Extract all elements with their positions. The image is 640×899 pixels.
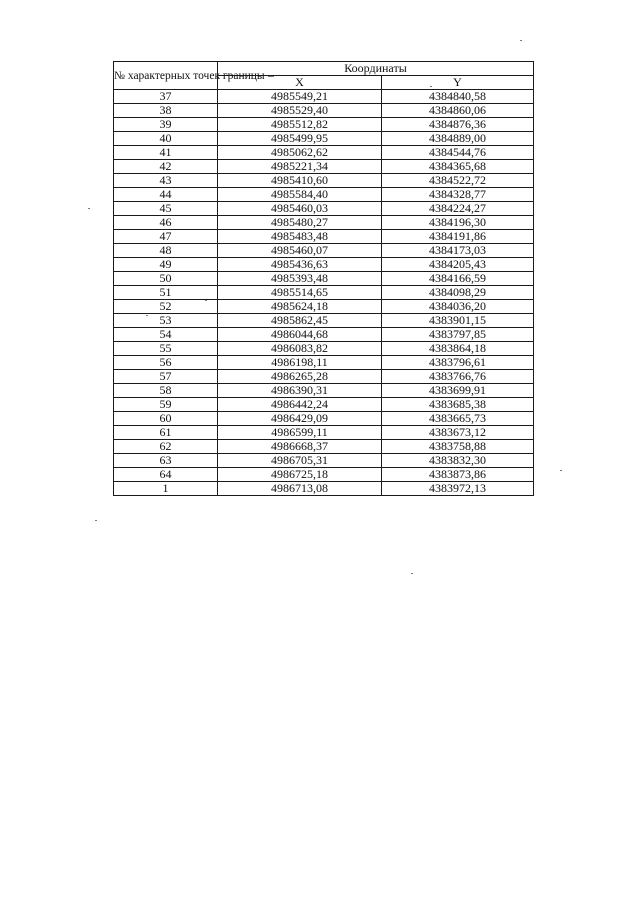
- point-number-cell: 53: [114, 314, 218, 328]
- table-header: [114, 62, 534, 90]
- table-row: [114, 342, 534, 356]
- x-coordinate-cell: 4986044,68: [218, 328, 382, 342]
- x-coordinate-cell: 4986668,37: [218, 440, 382, 454]
- table-row: [114, 356, 534, 370]
- point-number-cell: 46: [114, 216, 218, 230]
- point-number-cell: 52: [114, 300, 218, 314]
- x-coordinate-cell: 4986429,09: [218, 412, 382, 426]
- point-number-cell: 61: [114, 426, 218, 440]
- x-coordinate-cell: 4985584,40: [218, 188, 382, 202]
- point-number-cell: 60: [114, 412, 218, 426]
- y-coordinate-cell: 4384860,06: [382, 104, 534, 118]
- point-number-cell: 38: [114, 104, 218, 118]
- table-row: [114, 104, 534, 118]
- table-row: [114, 454, 534, 468]
- x-coordinate-cell: 4985499,95: [218, 132, 382, 146]
- x-coordinate-cell: 4985436,63: [218, 258, 382, 272]
- x-coordinate-cell: 4985221,34: [218, 160, 382, 174]
- x-coordinate-cell: 4985549,21: [218, 90, 382, 104]
- y-coordinate-cell: 4384522,72: [382, 174, 534, 188]
- y-coordinate-cell: 4383665,73: [382, 412, 534, 426]
- table-row: [114, 132, 534, 146]
- y-coordinate-cell: 4383699,91: [382, 384, 534, 398]
- x-coordinate-cell: 4985512,82: [218, 118, 382, 132]
- point-number-cell: 44: [114, 188, 218, 202]
- table-row: [114, 300, 534, 314]
- x-coordinate-cell: 4986083,82: [218, 342, 382, 356]
- x-coordinate-cell: 4986725,18: [218, 468, 382, 482]
- y-coordinate-cell: 4383766,76: [382, 370, 534, 384]
- y-coordinate-cell: 4383972,13: [382, 482, 534, 496]
- scan-speck: [95, 520, 97, 521]
- x-coordinate-cell: 4986713,08: [218, 482, 382, 496]
- y-coordinate-cell: 4384166,59: [382, 272, 534, 286]
- table-row: [114, 146, 534, 160]
- x-header: X: [218, 76, 382, 90]
- y-coordinate-cell: 4383758,88: [382, 440, 534, 454]
- y-coordinate-cell: 4384544,76: [382, 146, 534, 160]
- point-number-cell: 54: [114, 328, 218, 342]
- y-coordinate-cell: 4384876,36: [382, 118, 534, 132]
- y-header: Y: [382, 76, 534, 90]
- y-coordinate-cell: 4383864,18: [382, 342, 534, 356]
- point-number-cell: 50: [114, 272, 218, 286]
- y-coordinate-cell: 4384840,58: [382, 90, 534, 104]
- y-coordinate-cell: 4383796,61: [382, 356, 534, 370]
- table-row: [114, 440, 534, 454]
- point-number-cell: 64: [114, 468, 218, 482]
- scan-speck: [146, 315, 148, 316]
- point-number-cell: 1: [114, 482, 218, 496]
- y-coordinate-cell: 4384196,30: [382, 216, 534, 230]
- y-coordinate-cell: 4383832,30: [382, 454, 534, 468]
- table-row: [114, 244, 534, 258]
- table-row: [114, 118, 534, 132]
- point-number-cell: 43: [114, 174, 218, 188]
- x-coordinate-cell: 4986599,11: [218, 426, 382, 440]
- point-number-cell: 56: [114, 356, 218, 370]
- y-coordinate-cell: 4384365,68: [382, 160, 534, 174]
- point-number-cell: 55: [114, 342, 218, 356]
- x-coordinate-cell: 4985062,62: [218, 146, 382, 160]
- coordinates-header: Координаты: [218, 62, 534, 76]
- x-coordinate-cell: 4985480,27: [218, 216, 382, 230]
- table-row: [114, 468, 534, 482]
- x-coordinate-cell: 4985460,07: [218, 244, 382, 258]
- y-coordinate-cell: 4384224,27: [382, 202, 534, 216]
- x-coordinate-cell: 4986705,31: [218, 454, 382, 468]
- x-coordinate-cell: 4985862,45: [218, 314, 382, 328]
- y-coordinate-cell: 4384328,77: [382, 188, 534, 202]
- x-coordinate-cell: 4986265,28: [218, 370, 382, 384]
- table-row: [114, 272, 534, 286]
- y-coordinate-cell: 4383685,38: [382, 398, 534, 412]
- x-coordinate-cell: 4985460,03: [218, 202, 382, 216]
- point-number-cell: 40: [114, 132, 218, 146]
- table-row: [114, 370, 534, 384]
- y-coordinate-cell: 4384173,03: [382, 244, 534, 258]
- y-coordinate-cell: 4383873,86: [382, 468, 534, 482]
- x-coordinate-cell: 4985410,60: [218, 174, 382, 188]
- point-number-cell: 48: [114, 244, 218, 258]
- table-row: [114, 258, 534, 272]
- x-coordinate-cell: 4985514,65: [218, 286, 382, 300]
- y-coordinate-cell: 4384098,29: [382, 286, 534, 300]
- table-row: [114, 384, 534, 398]
- y-coordinate-cell: 4383673,12: [382, 426, 534, 440]
- scan-speck: [205, 300, 207, 301]
- y-coordinate-cell: 4383797,85: [382, 328, 534, 342]
- y-coordinate-cell: 4384036,20: [382, 300, 534, 314]
- point-number-cell: 51: [114, 286, 218, 300]
- table-row: [114, 188, 534, 202]
- table-row: [114, 482, 534, 496]
- table-row: [114, 174, 534, 188]
- point-number-cell: 42: [114, 160, 218, 174]
- table-row: [114, 398, 534, 412]
- y-coordinate-cell: 4384205,43: [382, 258, 534, 272]
- y-coordinate-cell: 4384889,00: [382, 132, 534, 146]
- scan-speck: [560, 470, 562, 471]
- scan-speck: [88, 208, 90, 209]
- x-coordinate-cell: 4986442,24: [218, 398, 382, 412]
- table-row: [114, 412, 534, 426]
- point-number-cell: 37: [114, 90, 218, 104]
- point-number-cell: 47: [114, 230, 218, 244]
- table-row: [114, 314, 534, 328]
- table-row: [114, 202, 534, 216]
- point-number-header: № характерных точек границы: [114, 62, 218, 90]
- x-coordinate-cell: 4986198,11: [218, 356, 382, 370]
- x-coordinate-cell: 4985483,48: [218, 230, 382, 244]
- table-row: [114, 160, 534, 174]
- y-coordinate-cell: 4383901,15: [382, 314, 534, 328]
- scan-speck: [520, 40, 522, 41]
- scan-speck: [411, 573, 413, 574]
- point-number-cell: 49: [114, 258, 218, 272]
- scan-speck: [268, 76, 274, 77]
- x-coordinate-cell: 4985393,48: [218, 272, 382, 286]
- y-coordinate-cell: 4384191,86: [382, 230, 534, 244]
- table-row: [114, 230, 534, 244]
- table-row: [114, 216, 534, 230]
- point-number-cell: 63: [114, 454, 218, 468]
- point-number-cell: 41: [114, 146, 218, 160]
- point-number-cell: 62: [114, 440, 218, 454]
- x-coordinate-cell: 4985529,40: [218, 104, 382, 118]
- table-row: [114, 426, 534, 440]
- point-number-cell: 39: [114, 118, 218, 132]
- point-number-cell: 59: [114, 398, 218, 412]
- point-number-cell: 45: [114, 202, 218, 216]
- table-row: [114, 328, 534, 342]
- table-row: [114, 286, 534, 300]
- x-coordinate-cell: 4985624,18: [218, 300, 382, 314]
- coordinates-table: [113, 61, 534, 496]
- point-number-cell: 58: [114, 384, 218, 398]
- table-row: [114, 90, 534, 104]
- point-number-cell: 57: [114, 370, 218, 384]
- table-body: [114, 90, 534, 496]
- scan-speck: [430, 86, 432, 87]
- x-coordinate-cell: 4986390,31: [218, 384, 382, 398]
